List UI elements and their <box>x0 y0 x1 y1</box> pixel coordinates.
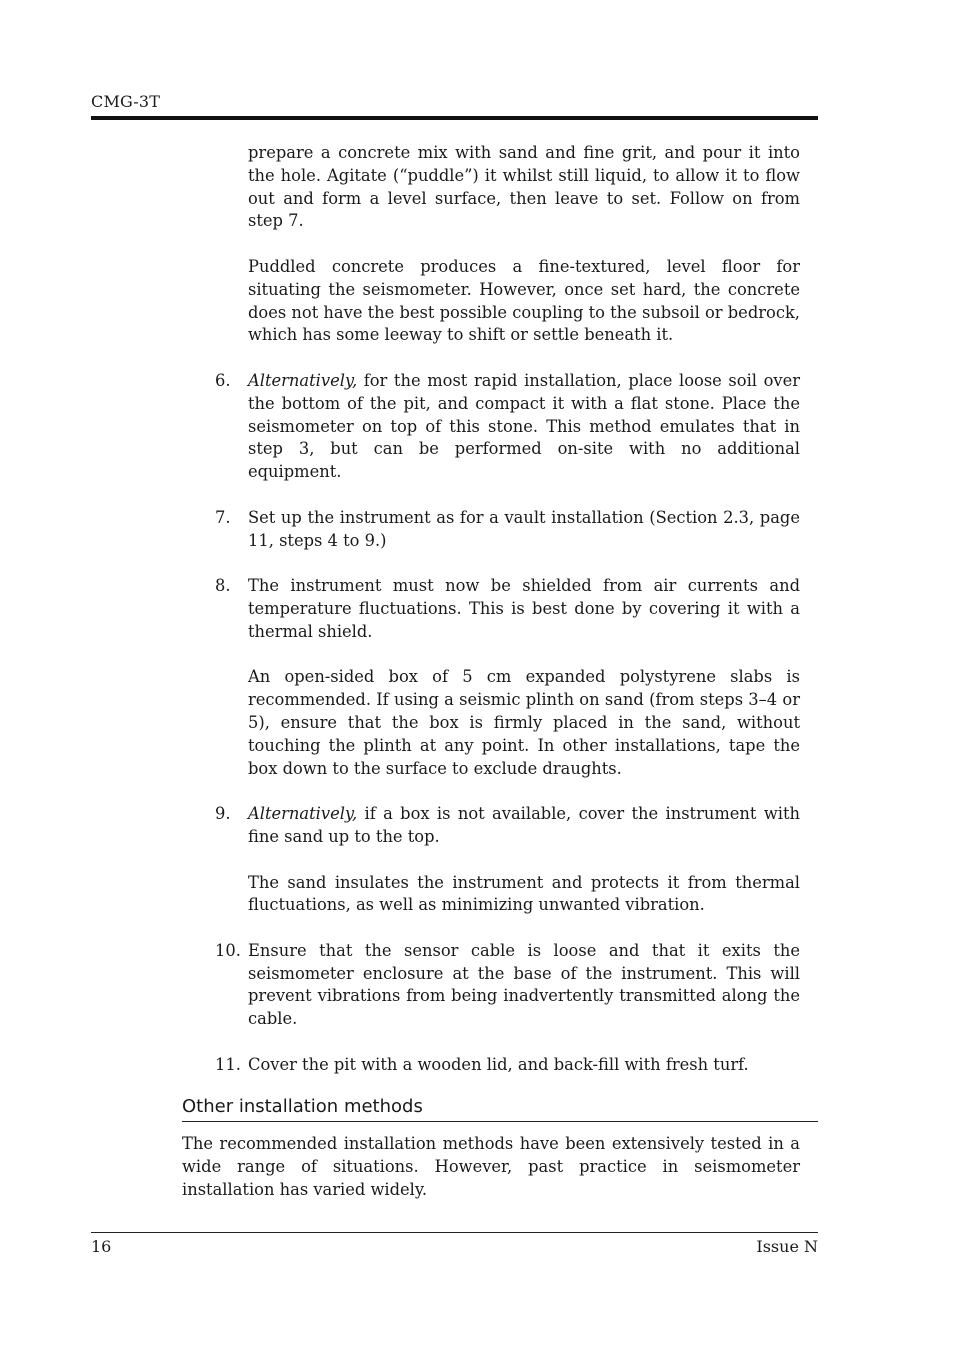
header-title: CMG-3T <box>91 92 161 111</box>
header-rule <box>91 116 818 120</box>
step-body: if a box is not available, cover the instrument with fine sand up to the top. <box>248 804 800 846</box>
step-lead-emphasis: Alternatively, <box>248 370 358 390</box>
step-item-11 <box>215 1054 800 1077</box>
step-number: 9. <box>215 804 231 824</box>
step-text: Set up the instrument as for a vault installation (Section 2.3, page 11, steps 4 to 9.) <box>248 507 800 550</box>
footer-page-number: 16 <box>91 1237 112 1256</box>
step-text <box>248 803 800 849</box>
step-number: 10. <box>215 940 241 960</box>
step-item-7 <box>215 507 800 553</box>
step-number: 7. <box>215 507 231 527</box>
section-heading: Other installation methods <box>182 1096 818 1122</box>
step-number: 8. <box>215 576 231 596</box>
step-text: Cover the pit with a wooden lid, and back-fill with fresh turf. <box>248 1054 749 1074</box>
intro-paragraph: Puddled concrete produces a fine-textured, level floor for situating the seismometer. However, once set hard, the concrete does not have the best possible coupling to the subsoil or bedrock, which has some leeway to shift or settle beneath it. <box>248 256 800 345</box>
step-item-8 <box>215 575 800 780</box>
step-text: The instrument must now be shielded from air currents and temperature fluctuations. This is best done by covering it with a thermal shield. <box>248 576 800 641</box>
step-lead-emphasis: Alternatively, <box>248 804 358 824</box>
footer-issue: Issue N <box>756 1237 818 1256</box>
step-extra-text: The sand insulates the instrument and protects it from thermal fluctuations, as well as minimizing unwanted vibration. <box>248 872 800 915</box>
step-text <box>248 370 800 484</box>
step-number: 11. <box>215 1054 241 1074</box>
step-body: for the most rapid installation, place loose soil over the bottom of the pit, and compact it with a flat stone. Place the seismometer on top of this stone. This method emulates that in step 3, but can be performed on-site with no additional equipment. <box>248 370 800 482</box>
step-extra-text: An open-sided box of 5 cm expanded polystyrene slabs is recommended. If using a seismic plinth on sand (from steps 3–4 or 5), ensure that the box is firmly placed in the sand, without touching the plinth at any point. In other installations, tape the box down to the surface to exclude draughts. <box>248 667 800 778</box>
intro-paragraph: prepare a concrete mix with sand and fine grit, and pour it into the hole. Agitate (“puddle”) it whilst still liquid, to allow it to flow out and form a level surface, then leave to set. Follow on from step 7. <box>248 143 800 231</box>
section-paragraph: The recommended installation methods have been extensively tested in a wide range of situations. However, past practice in seismometer installation has varied widely. <box>182 1134 800 1199</box>
step-item-10 <box>215 940 800 1031</box>
step-item-9 <box>215 803 800 917</box>
step-text: Ensure that the sensor cable is loose and that it exits the seismometer enclosure at the base of the instrument. This will prevent vibrations from being inadvertently transmitted along the cable. <box>248 940 800 1029</box>
step-item-6 <box>215 370 800 484</box>
footer-rule <box>91 1232 818 1233</box>
body-column <box>215 142 800 1099</box>
step-number: 6. <box>215 370 231 390</box>
